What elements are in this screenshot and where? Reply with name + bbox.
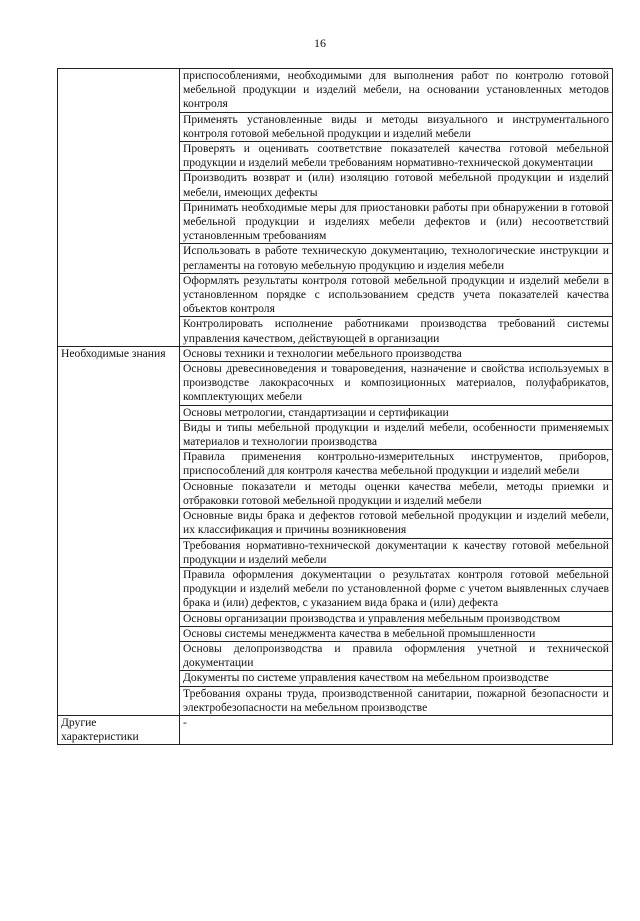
requirement-item: Принимать необходимые меры для приостановки работы при обнаружении в готовой мебельной продукции и изделиях мебели дефектов и (или) несоответствий установленным требованиям: [180, 200, 613, 244]
requirement-item: Документы по системе управления качеством на мебельном производстве: [180, 671, 613, 686]
section-label: Другие характеристики: [58, 715, 180, 744]
requirement-item: приспособлениями, необходимыми для выполнения работ по контролю готовой мебельной продукции и изделий мебели, на основании установленных методов контроля: [180, 69, 613, 113]
requirement-item: Использовать в работе техническую документацию, технологические инструкции и регламенты на готовую мебельную продукцию и изделия мебели: [180, 244, 613, 273]
requirement-item: Основные виды брака и дефектов готовой мебельной продукции и изделий мебели, их классификация и причины возникновения: [180, 509, 613, 538]
requirement-item: Применять установленные виды и методы визуального и инструментального контроля готовой мебельной продукции и изделий мебели: [180, 112, 613, 141]
requirement-item: Основные показатели и методы оценки качества мебели, методы приемки и отбраковки готовой мебельной продукции и изделий мебели: [180, 479, 613, 508]
requirement-item: Основы организации производства и управления мебельным производством: [180, 611, 613, 626]
requirement-item: Правила применения контрольно-измерительных инструментов, приборов, приспособлений для контроля качества мебельной продукции и изделий мебели: [180, 450, 613, 479]
page-number: 16: [314, 36, 326, 50]
requirement-item: Основы метрологии, стандартизации и сертификации: [180, 405, 613, 420]
requirement-item: Требования охраны труда, производственной санитарии, пожарной безопасности и электробезопасности на мебельном производстве: [180, 686, 613, 715]
requirement-item: Виды и типы мебельной продукции и изделий мебели, особенности применяемых материалов и технологии производства: [180, 420, 613, 449]
requirement-item: Требования нормативно-технической документации к качеству готовой мебельной продукции и изделий мебели: [180, 538, 613, 567]
requirement-item: Основы системы менеджмента качества в мебельной промышленности: [180, 626, 613, 641]
requirement-item: Основы техники и технологии мебельного производства: [180, 346, 613, 361]
section-label: Необходимые знания: [58, 346, 180, 715]
requirement-item: Основы делопроизводства и правила оформления учетной и технической документации: [180, 641, 613, 670]
requirement-item: Контролировать исполнение работниками производства требований системы управления качеством, действующей в организации: [180, 317, 613, 346]
section-label: [58, 69, 180, 347]
table-row: [58, 69, 613, 113]
requirement-item: Проверять и оценивать соответствие показателей качества готовой мебельной продукции и изделий мебели требованиям нормативно-технической документации: [180, 142, 613, 171]
table-row: [58, 715, 613, 744]
requirement-item: Правила оформления документации о результатах контроля готовой мебельной продукции и изделий мебели по установленной форме с учетом выявленных случаев брака и (или) дефектов, с указанием вида брака и (или) дефекта: [180, 567, 613, 611]
requirement-item: Производить возврат и (или) изоляцию готовой мебельной продукции и изделий мебели, имеющих дефекты: [180, 171, 613, 200]
requirement-item: Основы древесиноведения и товароведения, назначение и свойства используемых в производстве лакокрасочных и композиционных материалов, полуфабрикатов, комплектующих мебели: [180, 362, 613, 406]
requirement-item: -: [180, 715, 613, 744]
requirements-table: [57, 68, 613, 745]
table-row: [58, 346, 613, 361]
requirement-item: Оформлять результаты контроля готовой мебельной продукции и изделий мебели в установленном порядке с использованием средств учета показателей качества объектов контроля: [180, 273, 613, 317]
